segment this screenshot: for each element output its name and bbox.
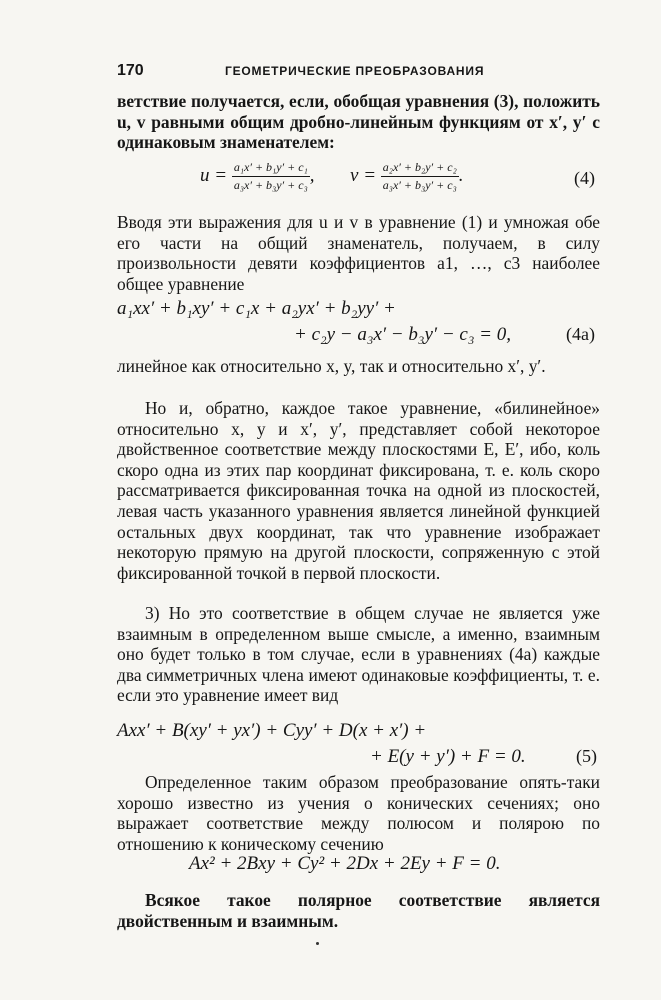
eq5-number: (5) (576, 746, 597, 766)
paragraph-bilinear: Но и, обратно, каждое такое уравнение, «билинейное» относительно x, y и x′, y′, представляет собой некоторое двойственное соответствие между плоскостями E, E′, ибо, коль скоро одна из этих пар координат фиксирована, т. е. коль скоро рассматривается фиксированная точка на одной из плоскостей, левая часть указанного уравнения является линейной функцией остальных двух координат, так что уравнение изображает некоторую прямую на другой плоскости, сопряженную с этой фиксированной точкой в первой плоскости. (117, 398, 600, 583)
eq4-u-numerator: a₁x′ + b₁y′ + c₁ (232, 160, 310, 177)
eq4-u-lhs: u = (200, 164, 228, 186)
paragraph-linear: линейное как относительно x, y, так и относительно x′, y′. (117, 356, 546, 376)
page-header (117, 62, 607, 84)
eq4-u-fraction (232, 160, 310, 193)
print-speck (316, 942, 319, 945)
eq4-v-fraction (381, 160, 459, 193)
equation-4 (200, 160, 464, 193)
eq4a-line2: + c₂y − a₃x′ − b₃y′ − c₃ = 0, (294, 324, 512, 345)
eq4a-number: (4а) (566, 324, 595, 344)
page-number: 170 (117, 62, 144, 79)
eq4-v-lhs: v = (350, 164, 377, 186)
eq4-u-denominator: a₃x′ + b₃y′ + c₃ (233, 178, 308, 192)
paragraph-continuation: ветствие получается, если, обобщая уравнения (3), положить u, v равными общим дробно-линейным функциям от x′, y′ с одинаковым знаменателем: (117, 91, 600, 153)
eq4-number: (4) (574, 168, 595, 188)
eq5-line1: Axx′ + B(xy′ + yx′) + Cyy′ + D(x + x′) + (117, 720, 427, 741)
eq5-line2: + E(y + y′) + F = 0. (370, 746, 526, 767)
paragraph-conic: Определенное таким образом преобразование опять-таки хорошо известно из учения о конических сечениях; оно выражает соответствие между полюсом и полярою по отношению к коническому сечению (117, 772, 600, 854)
paragraph-reciprocity: 3) Но это соответствие в общем случае не является уже взаимным в определенном выше смысле, а именно, взаимным оно будет только в том случае, если в уравнениях (4а) каждые два симметричных члена имеют одинаковые коэффициенты, т. е. если это уравнение имеет вид (117, 603, 600, 706)
eq4-comma: , (309, 164, 315, 186)
paragraph-substitution: Вводя эти выражения для u и v в уравнение (1) и умножая обе его части на общий знаменатель, получаем, в силу произвольности девяти коэффициентов a1, …, c3 наиболее общее уравнение (117, 212, 600, 294)
paragraph-conclusion: Всякое такое полярное соответствие является двойственным и взаимным. (117, 890, 600, 931)
eq4-v-denominator: a₃x′ + b₃y′ + c₃ (382, 178, 457, 192)
eq4-period: . (458, 164, 464, 186)
running-head: ГЕОМЕТРИЧЕСКИЕ ПРЕОБРАЗОВАНИЯ (225, 64, 485, 78)
eq4-v-numerator: a₂x′ + b₂y′ + c₂ (381, 160, 459, 177)
eq4a-line1: a₁xx′ + b₁xy′ + c₁x + a₂yx′ + b₂yy′ + (117, 298, 396, 319)
conic-equation: Ax² + 2Bxy + Cy² + 2Dx + 2Ey + F = 0. (189, 853, 501, 874)
